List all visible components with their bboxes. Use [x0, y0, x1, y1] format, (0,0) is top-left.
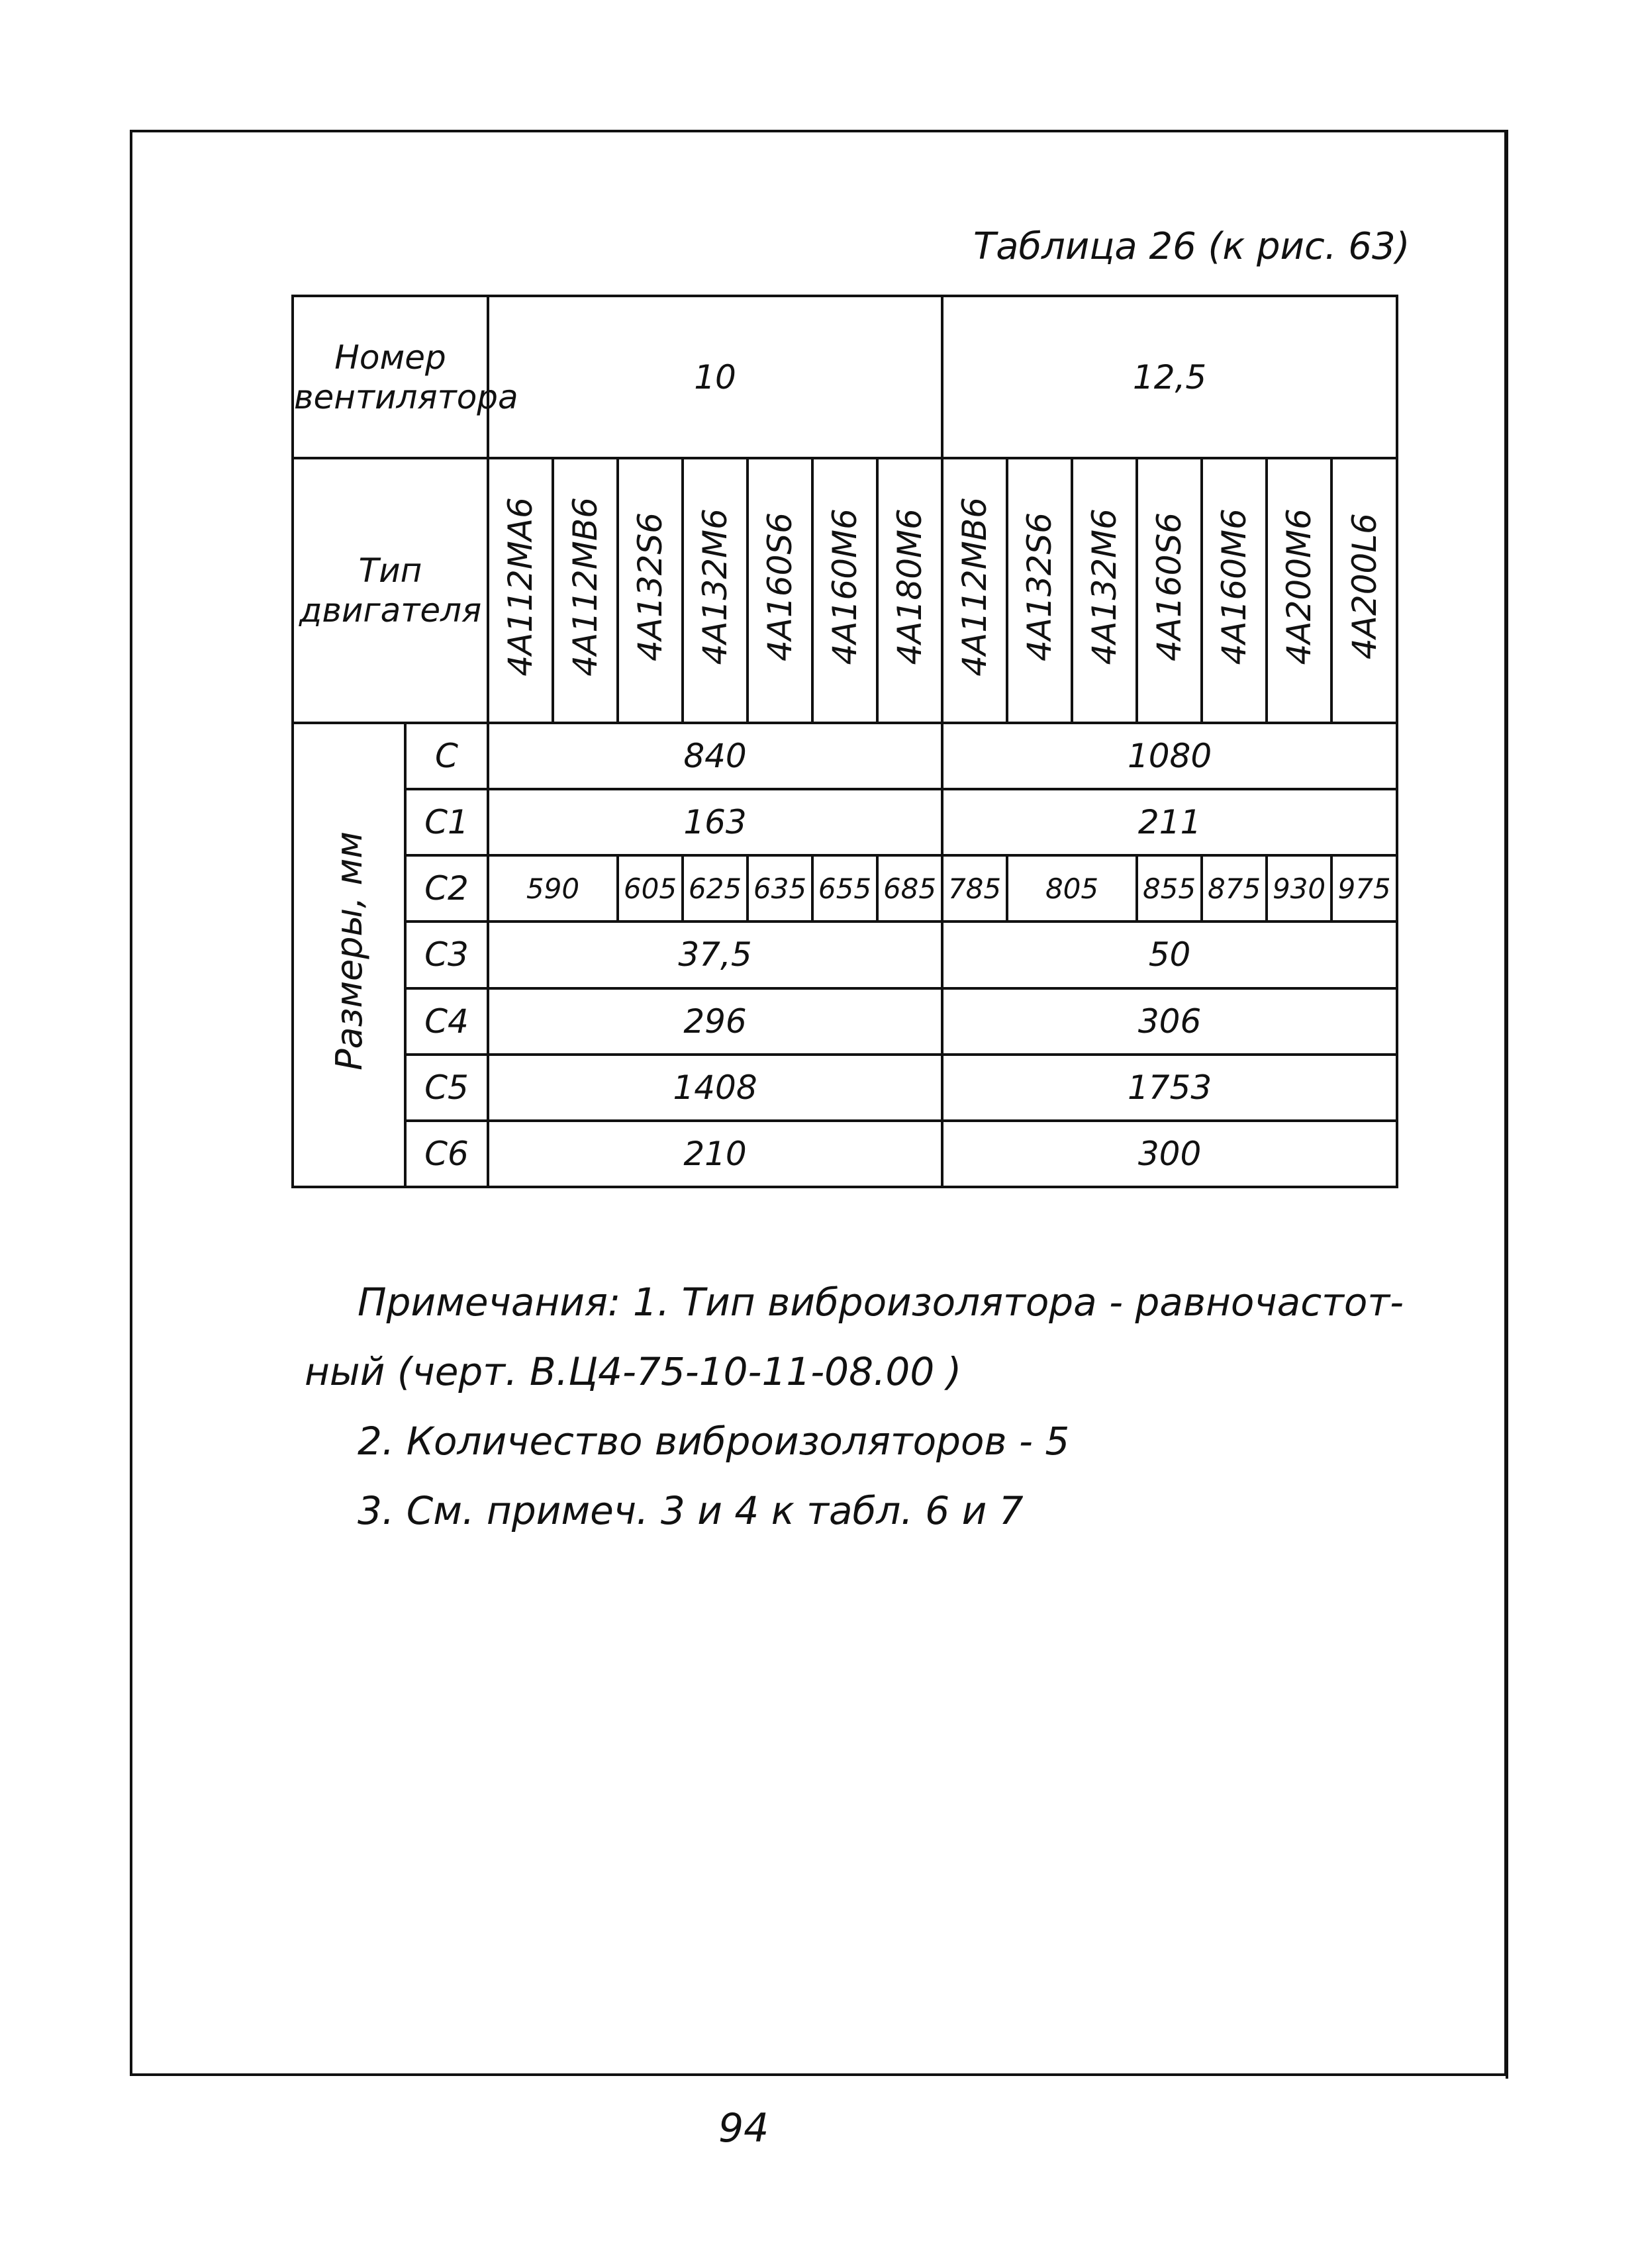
dim-value: 930	[1267, 855, 1331, 921]
dim-value: 300	[942, 1121, 1397, 1187]
frame-edge	[1506, 130, 1508, 2079]
dim-value: 306	[942, 988, 1397, 1055]
motor-type-cell: 4A112MA6	[488, 458, 553, 723]
note-line: 3. См. примеч. 3 и 4 к табл. 6 и 7	[358, 1488, 1024, 1533]
dim-label: C1	[405, 789, 488, 855]
dim-label: C2	[405, 855, 488, 921]
motor-type-header: Тип двигателя	[293, 458, 488, 723]
motor-type-cell: 4A200L6	[1331, 458, 1397, 723]
dim-value: 163	[488, 789, 942, 855]
dim-label: C4	[405, 988, 488, 1055]
dim-row-c1	[293, 789, 1397, 855]
motor-type-cell: 4A180M6	[877, 458, 942, 723]
fan-number-12-5: 12,5	[942, 296, 1397, 458]
dim-value: 855	[1137, 855, 1202, 921]
dim-value: 635	[748, 855, 812, 921]
notes-block	[305, 1268, 1404, 1546]
motor-type-cell: 4A200M6	[1267, 458, 1331, 723]
dim-value: 37,5	[488, 921, 942, 988]
dim-row-c	[293, 723, 1397, 789]
dim-value: 210	[488, 1121, 942, 1187]
dimensions-header: Размеры, мм	[293, 723, 405, 1187]
dimensions-table	[291, 295, 1398, 1188]
dim-value: 625	[683, 855, 748, 921]
page-number: 94	[718, 2105, 769, 2151]
dim-label: C	[405, 723, 488, 789]
dim-row-c2	[293, 855, 1397, 921]
motor-type-cell: 4A160M6	[812, 458, 877, 723]
motor-type-cell: 4A132S6	[1007, 458, 1072, 723]
dim-label: C5	[405, 1055, 488, 1121]
dim-value: 840	[488, 723, 942, 789]
note-line: ный (черт. В.Ц4-75-10-11-08.00 )	[305, 1349, 962, 1394]
fan-number-row	[293, 296, 1397, 458]
dim-value: 50	[942, 921, 1397, 988]
dim-value: 605	[618, 855, 683, 921]
dim-value: 590	[488, 855, 618, 921]
dim-value: 785	[942, 855, 1007, 921]
dim-label: C3	[405, 921, 488, 988]
motor-type-cell: 4A160S6	[748, 458, 812, 723]
dim-value: 211	[942, 789, 1397, 855]
dim-value: 296	[488, 988, 942, 1055]
note-line: 2. Количество виброизоляторов - 5	[358, 1419, 1070, 1464]
motor-type-row	[293, 458, 1397, 723]
fan-number-header: Номер вентилятора	[293, 296, 488, 458]
motor-type-cell: 4A132M6	[683, 458, 748, 723]
dim-row-c5	[293, 1055, 1397, 1121]
dim-value: 1753	[942, 1055, 1397, 1121]
motor-type-cell: 4A132S6	[618, 458, 683, 723]
dim-value: 805	[1007, 855, 1137, 921]
table-caption: Таблица 26 (к рис. 63)	[973, 225, 1410, 268]
dim-value: 975	[1331, 855, 1397, 921]
dim-value: 1080	[942, 723, 1397, 789]
motor-type-cell: 4A112MB6	[942, 458, 1007, 723]
dim-value: 875	[1202, 855, 1267, 921]
motor-type-cell: 4A160M6	[1202, 458, 1267, 723]
dim-value: 655	[812, 855, 877, 921]
fan-number-10: 10	[488, 296, 942, 458]
dim-row-c6	[293, 1121, 1397, 1187]
dim-value: 1408	[488, 1055, 942, 1121]
dim-row-c4	[293, 988, 1397, 1055]
dim-label: C6	[405, 1121, 488, 1187]
motor-type-cell: 4A132M6	[1072, 458, 1137, 723]
dim-value: 685	[877, 855, 942, 921]
note-line: Примечания: 1. Тип виброизолятора - равночастот-	[358, 1280, 1404, 1325]
dim-row-c3	[293, 921, 1397, 988]
motor-type-cell: 4A112MB6	[553, 458, 618, 723]
motor-type-cell: 4A160S6	[1137, 458, 1202, 723]
